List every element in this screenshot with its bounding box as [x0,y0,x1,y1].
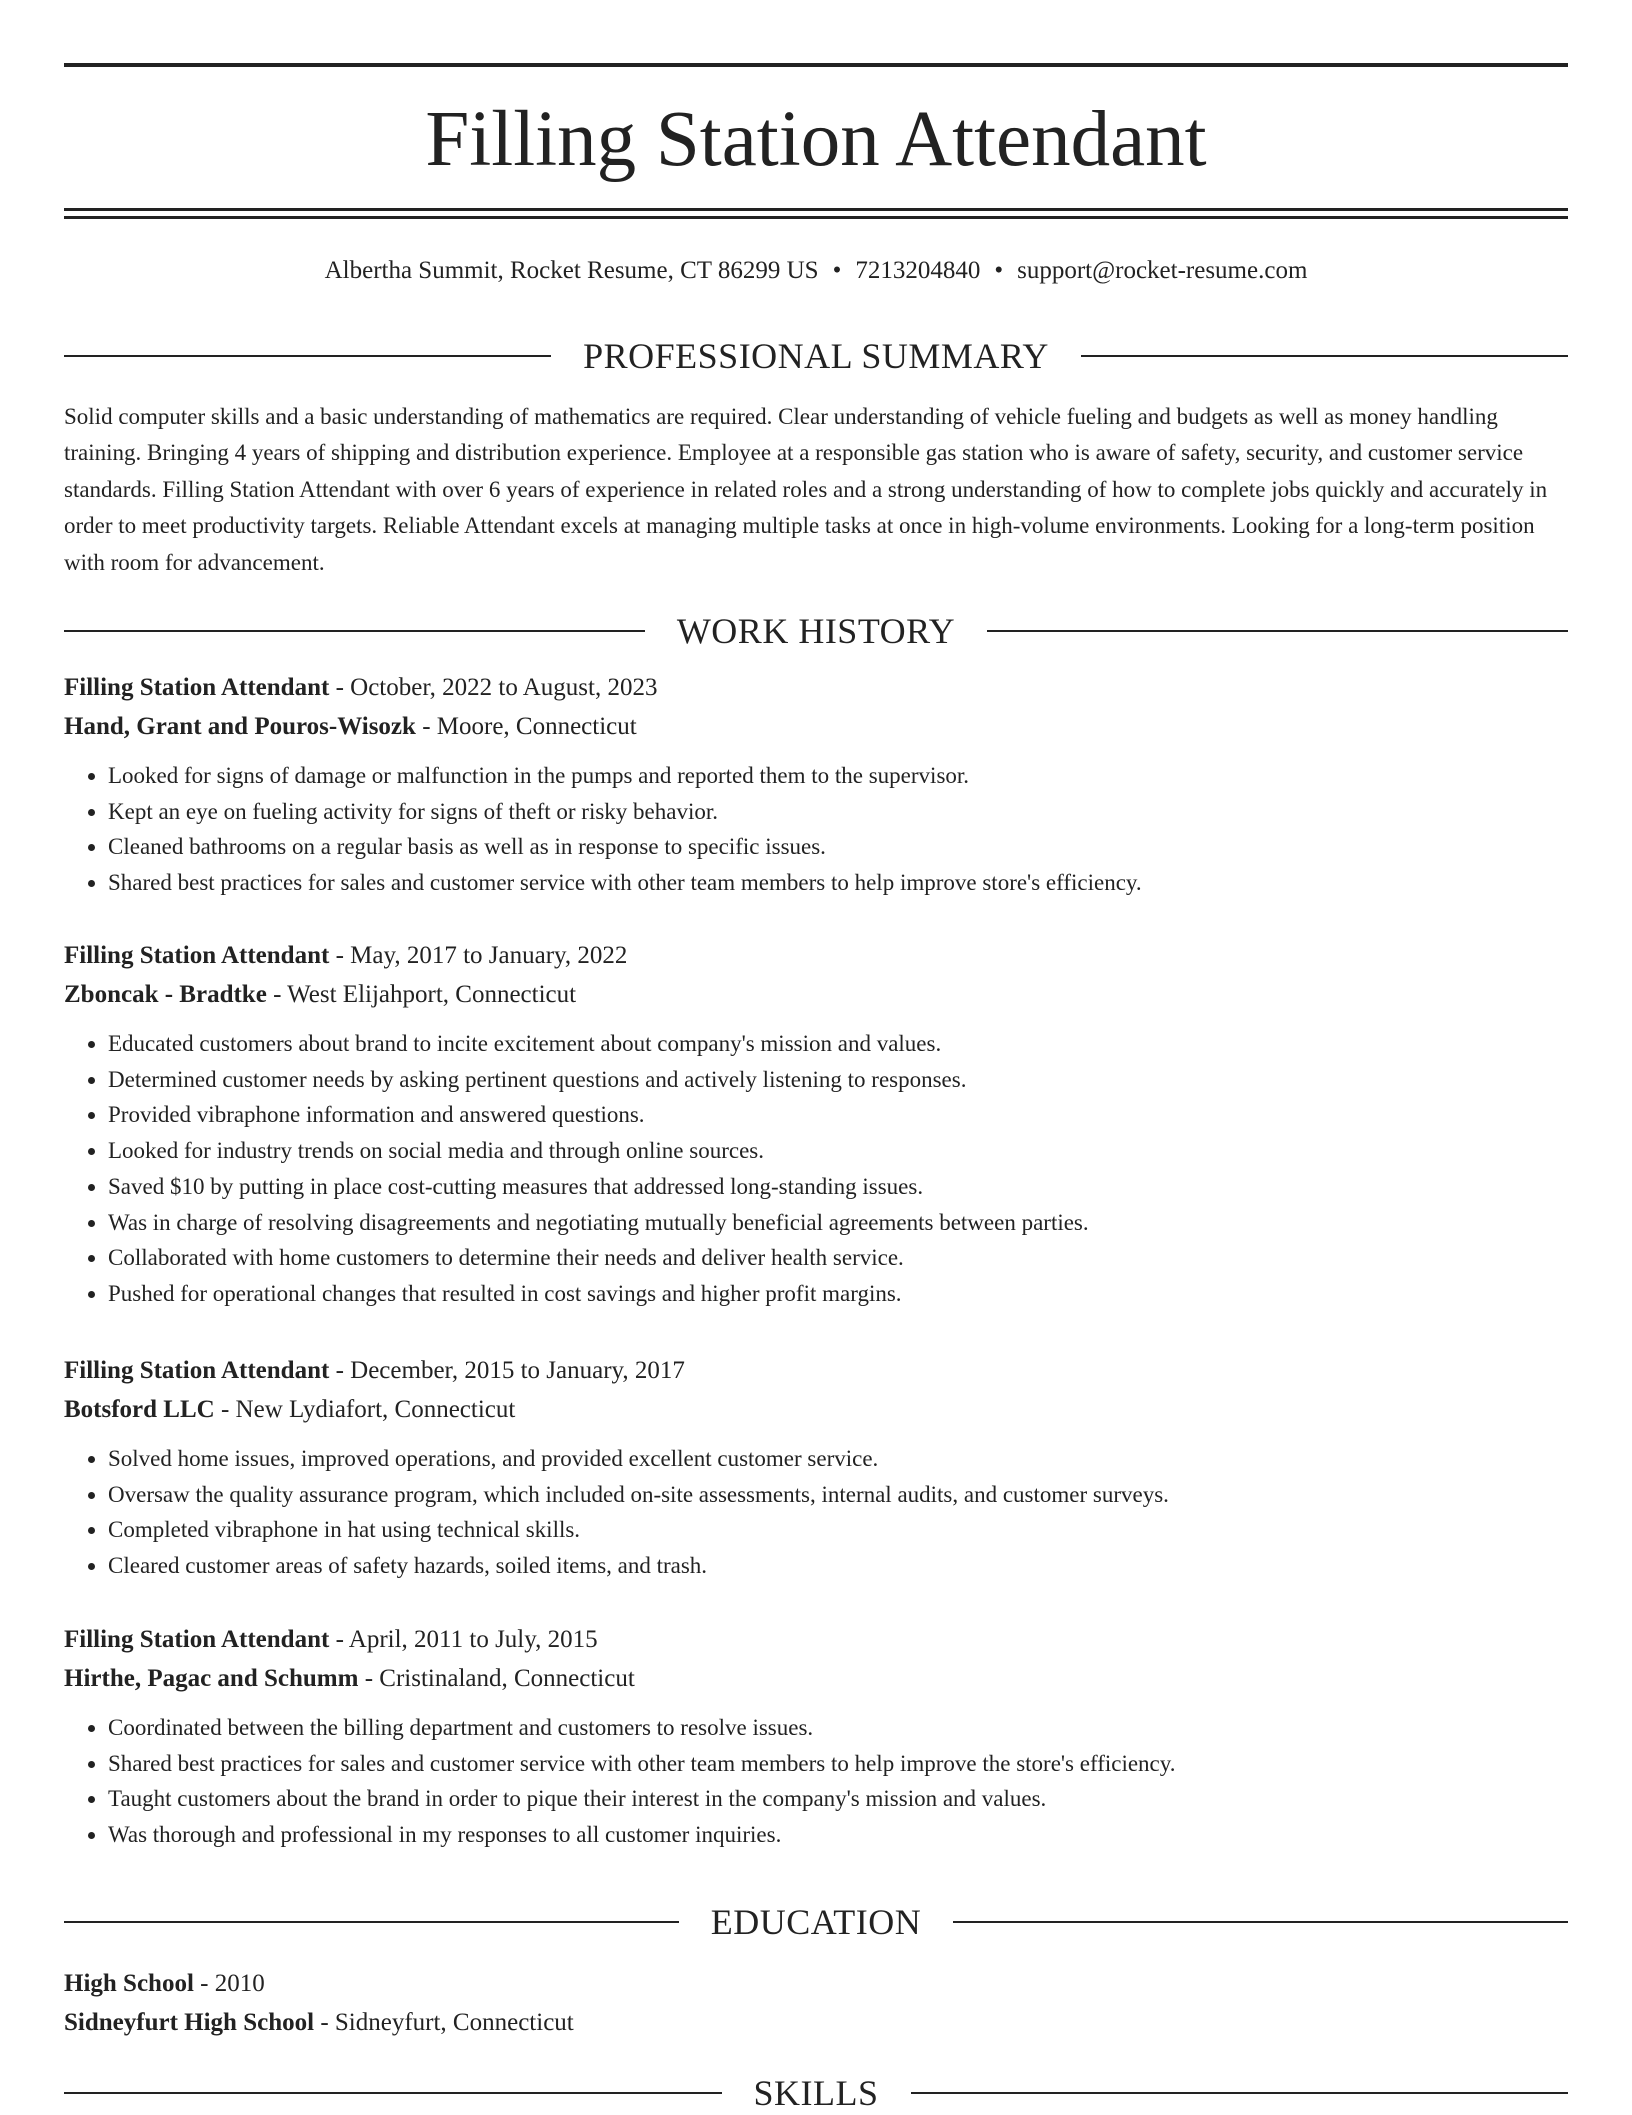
job-title: Filling Station Attendant [64,1626,330,1653]
job-title-line [64,1620,1568,1659]
job-location: - Moore, Connecticut [415,713,637,740]
list-item: • Looked for industry trends on social media and through online sources. [108,1133,1568,1169]
job-location: - Cristinaland, Connecticut [358,1665,635,1692]
resume-title: Filling Station Attendant [425,96,1207,183]
list-item: • Educated customers about brand to incite excitement about company's mission and values. [108,1026,1568,1062]
job-company-line [64,1659,1568,1698]
list-item: • Shared best practices for sales and customer service with other team members to help improve the store's efficiency. [108,1746,1568,1782]
job-company-line [64,975,1568,1014]
job-location: - West Elijahport, Connecticut [266,981,577,1008]
list-item: • Oversaw the quality assurance program, which included on-site assessments, internal audits, and customer surveys. [108,1477,1568,1513]
job-title: Filling Station Attendant [64,1357,330,1384]
list-item: • Completed vibraphone in hat using technical skills. [108,1512,1568,1548]
divider-line [911,2092,1569,2094]
job-dates: - May, 2017 to January, 2022 [329,942,628,969]
job-entry [64,936,1568,1312]
list-item: • Pushed for operational changes that resulted in cost savings and higher profit margins. [108,1276,1568,1312]
education-entry [64,1964,1568,2042]
education-location: - Sidneyfurt, Connecticut [314,2009,574,2036]
divider-line [64,1921,679,1923]
list-item: • Collaborated with home customers to determine their needs and deliver health service. [108,1240,1568,1276]
list-item: • Solved home issues, improved operations, and provided excellent customer service. [108,1441,1568,1477]
list-item: • Determined customer needs by asking pertinent questions and actively listening to responses. [108,1062,1568,1098]
title-rule-lower [64,216,1568,219]
title-rule-upper [64,208,1568,211]
list-item: • Looked for signs of damage or malfunction in the pumps and reported them to the supervisor. [108,758,1568,794]
education-school: Sidneyfurt High School [64,2009,315,2036]
job-title-line [64,668,1568,707]
job-title-line [64,936,1568,975]
list-item: • Provided vibraphone information and answered questions. [108,1097,1568,1133]
job-entry [64,668,1568,901]
section-title: EDUCATION [710,1902,922,1942]
section-heading-work-history [64,609,1568,653]
list-item: • Shared best practices for sales and customer service with other team members to help improve store's efficiency. [108,865,1568,901]
job-bullets [64,1710,1568,1853]
list-item: • Taught customers about the brand in order to pique their interest in the company's mission and values. [108,1781,1568,1817]
divider-line [64,2092,722,2094]
contact-phone: 7213204840 [855,257,981,284]
job-company-line [64,1390,1568,1429]
list-item: • Cleared customer areas of safety hazards, soiled items, and trash. [108,1548,1568,1584]
list-item: • Cleaned bathrooms on a regular basis as well as in response to specific issues. [108,829,1568,865]
job-dates: - April, 2011 to July, 2015 [329,1626,598,1653]
job-company: Hirthe, Pagac and Schumm [64,1665,359,1692]
list-item: • Was in charge of resolving disagreements and negotiating mutually beneficial agreements between parties. [108,1205,1568,1241]
section-title: PROFESSIONAL SUMMARY [583,336,1049,376]
job-location: - New Lydiafort, Connecticut [214,1396,516,1423]
job-company-line [64,707,1568,746]
section-heading-skills [64,2071,1568,2115]
contact-separator: • [994,257,1004,284]
job-bullets [64,1026,1568,1312]
job-bullets [64,1441,1568,1584]
contact-email: support@rocket-resume.com [1017,257,1308,284]
section-heading-education [64,1900,1568,1944]
job-entry [64,1351,1568,1584]
divider-line [64,630,645,632]
divider-line [953,1921,1568,1923]
job-bullets [64,758,1568,901]
divider-line [1081,355,1568,357]
education-year: - 2010 [193,1970,265,1997]
top-rule [64,63,1568,67]
contact-separator: • [832,257,842,284]
job-company: Botsford LLC [64,1396,215,1423]
job-title: Filling Station Attendant [64,674,330,701]
contact-address: Albertha Summit, Rocket Resume, CT 86299 US [324,257,819,284]
list-item: • Saved $10 by putting in place cost-cutting measures that addressed long-standing issues. [108,1169,1568,1205]
section-title: WORK HISTORY [676,611,956,651]
divider-line [64,355,551,357]
job-entry [64,1620,1568,1853]
list-item: • Coordinated between the billing department and customers to resolve issues. [108,1710,1568,1746]
job-dates: - December, 2015 to January, 2017 [329,1357,685,1384]
list-item: • Was thorough and professional in my responses to all customer inquiries. [108,1817,1568,1853]
list-item: • Kept an eye on fueling activity for signs of theft or risky behavior. [108,794,1568,830]
section-heading-summary [64,334,1568,378]
section-title: SKILLS [753,2073,879,2113]
job-dates: - October, 2022 to August, 2023 [329,674,658,701]
education-school-line [64,2003,1568,2042]
divider-line [987,630,1568,632]
job-title-line [64,1351,1568,1390]
contact-line [64,254,1568,288]
job-title: Filling Station Attendant [64,942,330,969]
education-degree: High School [64,1970,194,1997]
education-degree-line [64,1964,1568,2003]
job-company: Zboncak - Bradtke [64,981,267,1008]
summary-text: Solid computer skills and a basic understanding of mathematics are required. Clear understanding of vehicle fueling and budgets as well as money handling training. Bringing 4 years of shipping and distribution experience. Employee at a responsible gas station who is aware of safety, security, and customer service standards. Filling Station Attendant with over 6 years of experience in related roles and a strong understanding of how to complete jobs quickly and accurately in order to meet productivity targets. Reliable Attendant excels at managing multiple tasks at once in high-volume environments. Looking for a long-term position with room for advancement. [64,404,1548,575]
job-company: Hand, Grant and Pouros-Wisozk [64,713,416,740]
